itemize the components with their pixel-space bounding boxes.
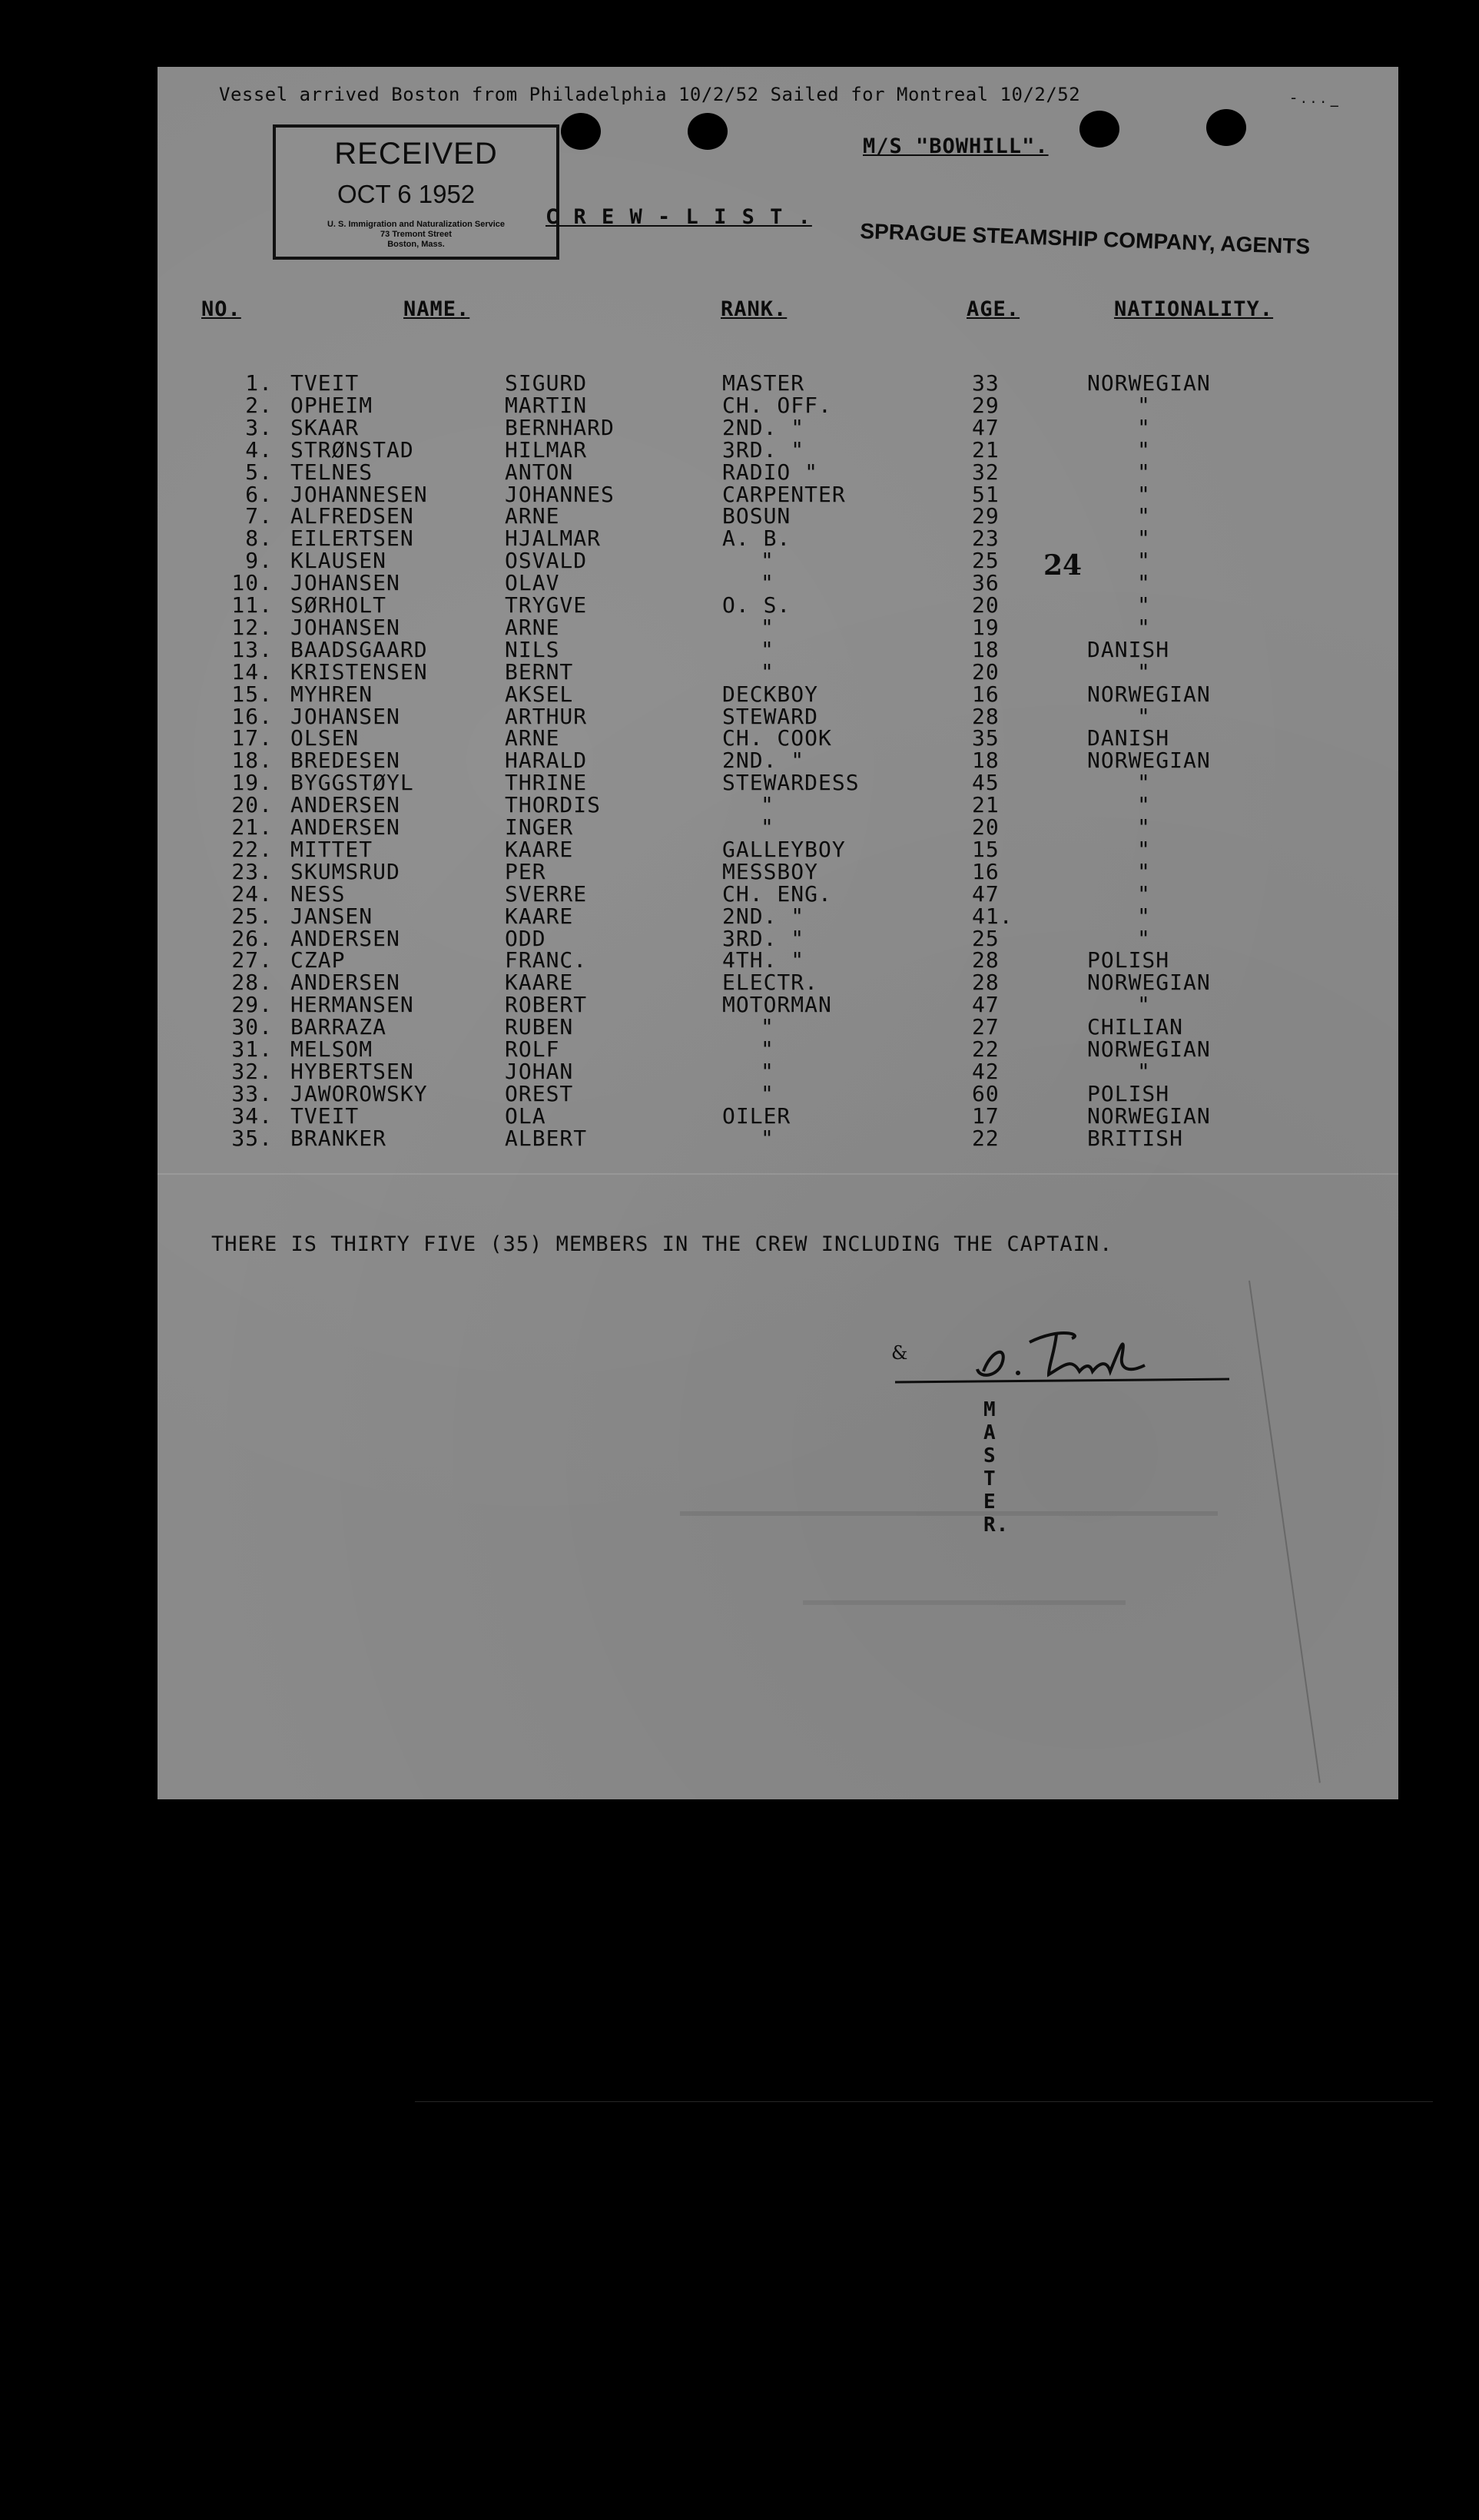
crew-nationality: "	[1137, 703, 1151, 729]
crew-row	[158, 482, 1387, 505]
punch-hole	[1206, 109, 1246, 146]
crew-surname: SKAAR	[290, 414, 360, 440]
crew-surname: BYGGSTØYL	[290, 770, 414, 796]
crew-first-name: OSVALD	[505, 548, 588, 574]
crew-rank: OILER	[722, 1102, 791, 1129]
crew-row	[158, 704, 1387, 727]
crew-number: 19.	[231, 770, 273, 796]
stamp-address	[276, 220, 556, 250]
crew-surname: SKUMSRUD	[290, 858, 400, 884]
crew-rank: "	[761, 792, 774, 818]
stamp-street: 73 Tremont Street	[380, 230, 452, 239]
crew-number: 6.	[245, 481, 273, 507]
crew-first-name: HARALD	[505, 748, 588, 774]
crew-rank: DECKBOY	[722, 681, 819, 707]
crew-nationality: "	[1137, 658, 1151, 685]
crew-age: 35	[972, 725, 1000, 751]
crew-rank: A. B.	[722, 526, 791, 552]
signature-prefix: &	[891, 1342, 908, 1364]
crew-table	[158, 370, 1387, 1169]
crew-number: 24.	[231, 880, 273, 907]
crew-age: 18	[972, 748, 1000, 774]
crew-surname: SØRHOLT	[290, 592, 387, 618]
column-header-nationality: NATIONALITY.	[1114, 297, 1274, 321]
crew-number: 12.	[231, 614, 273, 640]
crew-age: 47	[972, 880, 1000, 907]
crew-row	[158, 748, 1387, 774]
crew-number: 18.	[231, 748, 273, 774]
stamp-agency: U. S. Immigration and Naturalization Service	[327, 220, 506, 229]
crew-number: 21.	[231, 814, 273, 840]
crew-surname: OLSEN	[290, 725, 360, 751]
crew-rank: "	[761, 636, 774, 662]
crew-nationality: "	[1137, 1058, 1151, 1084]
crew-first-name: FRANC.	[505, 947, 588, 973]
crew-surname: JANSEN	[290, 903, 373, 929]
paper-crease	[1249, 1281, 1321, 1783]
crew-first-name: ROBERT	[505, 992, 588, 1018]
crew-age: 60	[972, 1080, 1000, 1106]
crew-surname: ALFREDSEN	[290, 503, 414, 529]
crew-row	[158, 837, 1387, 860]
crew-age: 20	[972, 592, 1000, 618]
crew-surname: JOHANSEN	[290, 614, 400, 640]
crew-number: 16.	[231, 703, 273, 729]
crew-row	[158, 526, 1387, 552]
crew-surname: TVEIT	[290, 1102, 360, 1129]
crew-surname: HERMANSEN	[290, 992, 414, 1018]
crew-rank: "	[761, 1125, 774, 1151]
crew-row	[158, 992, 1387, 1018]
crew-rank: "	[761, 1036, 774, 1062]
crew-first-name: ARNE	[505, 725, 560, 751]
crew-row	[158, 1081, 1387, 1104]
crew-age: 18	[972, 636, 1000, 662]
crew-age: 20	[972, 658, 1000, 685]
crew-nationality: NORWEGIAN	[1087, 681, 1211, 707]
crew-age: 15	[972, 836, 1000, 862]
crew-nationality: CHILIAN	[1087, 1014, 1184, 1040]
crew-age: 27	[972, 1014, 1000, 1040]
crew-row	[158, 548, 1387, 574]
crew-nationality: "	[1137, 503, 1151, 529]
crew-number: 3.	[245, 414, 273, 440]
crew-number: 11.	[231, 592, 273, 618]
crew-row	[158, 770, 1387, 796]
crew-rank: 2ND. "	[722, 748, 805, 774]
crew-first-name: TRYGVE	[505, 592, 588, 618]
crew-nationality: NORWEGIAN	[1087, 970, 1211, 996]
crew-age: 16	[972, 681, 1000, 707]
agents-stamp: SPRAGUE STEAMSHIP COMPANY, AGENTS	[859, 219, 1311, 259]
crew-rank: 4TH. "	[722, 947, 805, 973]
crew-row	[158, 880, 1387, 907]
crew-number: 27.	[231, 947, 273, 973]
crew-surname: BREDESEN	[290, 748, 400, 774]
crew-row	[158, 459, 1387, 485]
crew-rank: 3RD. "	[722, 436, 805, 463]
crew-nationality: "	[1137, 392, 1151, 418]
crew-age: 19	[972, 614, 1000, 640]
crew-first-name: ALBERT	[505, 1125, 588, 1151]
crew-age: 25	[972, 548, 1000, 574]
crew-row	[158, 570, 1387, 596]
crew-age: 36	[972, 570, 1000, 596]
crew-row	[158, 792, 1387, 818]
punch-hole	[688, 113, 728, 150]
crew-nationality: "	[1137, 836, 1151, 862]
crew-number: 17.	[231, 725, 273, 751]
crew-age: 29	[972, 503, 1000, 529]
crew-surname: KRISTENSEN	[290, 658, 428, 685]
crew-number: 30.	[231, 1014, 273, 1040]
crew-list-title: C R E W - L I S T .	[546, 205, 812, 229]
crew-row	[158, 393, 1387, 416]
crew-first-name: ANTON	[505, 459, 574, 485]
crew-number: 34.	[231, 1102, 273, 1129]
crew-row	[158, 370, 1387, 396]
crew-nationality: NORWEGIAN	[1087, 1036, 1211, 1062]
crew-age: 28	[972, 703, 1000, 729]
crew-number: 5.	[245, 459, 273, 485]
ship-name: M/S "BOWHILL".	[863, 134, 1049, 158]
crew-first-name: ARNE	[505, 503, 560, 529]
fold-line	[158, 1173, 1398, 1175]
crew-surname: JOHANNESEN	[290, 481, 428, 507]
crew-age: 29	[972, 392, 1000, 418]
crew-nationality: NORWEGIAN	[1087, 370, 1211, 396]
crew-number: 25.	[231, 903, 273, 929]
crew-first-name: RUBEN	[505, 1014, 574, 1040]
crew-number: 13.	[231, 636, 273, 662]
master-label: M A S T E R.	[983, 1398, 1010, 1537]
crew-first-name: SVERRE	[505, 880, 588, 907]
crew-rank: CARPENTER	[722, 481, 846, 507]
crew-age: 16	[972, 858, 1000, 884]
crew-rank: MASTER	[722, 370, 805, 396]
crew-rank: MOTORMAN	[722, 992, 832, 1018]
crew-row	[158, 592, 1387, 618]
crew-first-name: ARTHUR	[505, 703, 588, 729]
punch-hole	[1079, 111, 1119, 148]
crew-age: 42	[972, 1058, 1000, 1084]
crew-row	[158, 415, 1387, 438]
crew-age: 51	[972, 481, 1000, 507]
crew-surname: STRØNSTAD	[290, 436, 414, 463]
crew-first-name: BERNT	[505, 658, 574, 685]
crew-rank: BOSUN	[722, 503, 791, 529]
crew-nationality: "	[1137, 880, 1151, 907]
crew-row	[158, 904, 1387, 927]
signature	[891, 1311, 1237, 1396]
crew-rank: "	[761, 548, 774, 574]
crew-first-name: ROLF	[505, 1036, 560, 1062]
crew-number: 2.	[245, 392, 273, 418]
crew-surname: EILERTSEN	[290, 526, 414, 552]
crew-age: 17	[972, 1102, 1000, 1129]
crew-surname: BAADSGAARD	[290, 636, 428, 662]
crew-number: 32.	[231, 1058, 273, 1084]
crew-row	[158, 681, 1387, 705]
crew-nationality: DANISH	[1087, 725, 1170, 751]
crew-nationality: "	[1137, 992, 1151, 1018]
crew-row	[158, 1102, 1387, 1129]
received-stamp	[273, 124, 559, 260]
crew-age: 45	[972, 770, 1000, 796]
stamp-city: Boston, Mass.	[387, 240, 445, 249]
crew-row	[158, 859, 1387, 882]
crew-age: 28	[972, 970, 1000, 996]
crew-rank: CH. OFF.	[722, 392, 832, 418]
crew-nationality: "	[1137, 414, 1151, 440]
crew-nationality: POLISH	[1087, 947, 1170, 973]
crew-surname: KLAUSEN	[290, 548, 387, 574]
crew-nationality: "	[1137, 592, 1151, 618]
crew-row	[158, 615, 1387, 638]
crew-row	[158, 814, 1387, 840]
crew-age: 25	[972, 925, 1000, 951]
crew-surname: ANDERSEN	[290, 925, 400, 951]
crew-number: 29.	[231, 992, 273, 1018]
crew-surname: MYHREN	[290, 681, 373, 707]
crew-surname: NESS	[290, 880, 346, 907]
crew-nationality: "	[1137, 570, 1151, 596]
column-header-no: NO.	[201, 297, 241, 321]
crew-rank: RADIO "	[722, 459, 819, 485]
crew-first-name: ODD	[505, 925, 546, 951]
crew-nationality: "	[1137, 792, 1151, 818]
crew-number: 31.	[231, 1036, 273, 1062]
crew-surname: TVEIT	[290, 370, 360, 396]
crew-rank: "	[761, 1058, 774, 1084]
count-note: 24	[1043, 549, 1083, 582]
crew-surname: OPHEIM	[290, 392, 373, 418]
crew-first-name: KAARE	[505, 836, 574, 862]
crew-age: 21	[972, 436, 1000, 463]
crew-first-name: AKSEL	[505, 681, 574, 707]
crew-rank: CH. ENG.	[722, 880, 832, 907]
crew-row	[158, 503, 1387, 529]
crew-surname: ANDERSEN	[290, 792, 400, 818]
crew-first-name: KAARE	[505, 970, 574, 996]
crew-age: 47	[972, 414, 1000, 440]
crew-age: 22	[972, 1036, 1000, 1062]
crew-rank: "	[761, 570, 774, 596]
crew-first-name: BERNHARD	[505, 414, 615, 440]
crew-number: 4.	[245, 436, 273, 463]
crew-count-statement: THERE IS THIRTY FIVE (35) MEMBERS IN THE CREW INCLUDING THE CAPTAIN.	[211, 1232, 1113, 1256]
bleed-through-marks	[680, 1465, 1218, 1605]
crew-number: 22.	[231, 836, 273, 862]
crew-surname: HYBERTSEN	[290, 1058, 414, 1084]
crew-first-name: JOHAN	[505, 1058, 574, 1084]
crew-number: 26.	[231, 925, 273, 951]
punch-hole	[561, 113, 601, 150]
crew-row	[158, 637, 1387, 660]
crew-first-name: HJALMAR	[505, 526, 602, 552]
crew-row	[158, 970, 1387, 996]
crew-rank: "	[761, 1014, 774, 1040]
crew-row	[158, 1059, 1387, 1082]
column-header-age: AGE.	[967, 297, 1020, 321]
crew-nationality: "	[1137, 814, 1151, 840]
column-header-rank: RANK.	[721, 297, 788, 321]
crew-number: 1.	[245, 370, 273, 396]
crew-row	[158, 947, 1387, 973]
crew-first-name: THORDIS	[505, 792, 602, 818]
crew-first-name: THRINE	[505, 770, 588, 796]
crew-row	[158, 1126, 1387, 1149]
crew-age: 22	[972, 1125, 1000, 1151]
crew-first-name: KAARE	[505, 903, 574, 929]
crew-nationality: BRITISH	[1087, 1125, 1184, 1151]
crew-row	[158, 436, 1387, 463]
crew-nationality: NORWEGIAN	[1087, 1102, 1211, 1129]
crew-rank: STEWARD	[722, 703, 819, 729]
crew-first-name: ARNE	[505, 614, 560, 640]
crew-nationality: DANISH	[1087, 636, 1170, 662]
crew-rank: "	[761, 658, 774, 685]
crew-rank: "	[761, 814, 774, 840]
crew-first-name: SIGURD	[505, 370, 588, 396]
crew-age: 28	[972, 947, 1000, 973]
crew-rank: O. S.	[722, 592, 791, 618]
crew-surname: TELNES	[290, 459, 373, 485]
crew-age: 20	[972, 814, 1000, 840]
crew-nationality: "	[1137, 925, 1151, 951]
crew-row	[158, 725, 1387, 751]
crew-first-name: HILMAR	[505, 436, 588, 463]
stamp-date: OCT 6 1952	[337, 180, 476, 208]
column-header-name: NAME.	[403, 297, 470, 321]
crew-number: 20.	[231, 792, 273, 818]
crew-nationality: "	[1137, 614, 1151, 640]
crew-rank: 3RD. "	[722, 925, 805, 951]
stamp-title: RECEIVED	[334, 137, 498, 171]
crew-rank: 2ND. "	[722, 414, 805, 440]
crew-number: 28.	[231, 970, 273, 996]
crew-age: 33	[972, 370, 1000, 396]
crew-surname: BARRAZA	[290, 1014, 387, 1040]
crew-number: 8.	[245, 526, 273, 552]
vessel-arrival-line: Vessel arrived Boston from Philadelphia 10/2/52 Sailed for Montreal 10/2/52	[219, 84, 1081, 105]
background-scan-line	[415, 2101, 1433, 2102]
crew-first-name: OLAV	[505, 570, 560, 596]
crew-number: 10.	[231, 570, 273, 596]
crew-rank: CH. COOK	[722, 725, 832, 751]
crew-age: 47	[972, 992, 1000, 1018]
crew-nationality: "	[1137, 481, 1151, 507]
crew-number: 15.	[231, 681, 273, 707]
crew-rank: "	[761, 1080, 774, 1106]
corner-mark: - . . . _	[1291, 88, 1338, 107]
crew-number: 23.	[231, 858, 273, 884]
crew-first-name: PER	[505, 858, 546, 884]
crew-age: 21	[972, 792, 1000, 818]
crew-first-name: MARTIN	[505, 392, 588, 418]
crew-number: 9.	[245, 548, 273, 574]
crew-surname: JOHANSEN	[290, 570, 400, 596]
crew-rank: GALLEYBOY	[722, 836, 846, 862]
crew-list-document	[158, 67, 1398, 1799]
crew-nationality: POLISH	[1087, 1080, 1170, 1106]
crew-surname: JAWOROWSKY	[290, 1080, 428, 1106]
crew-age: 41.	[972, 903, 1013, 929]
crew-row	[158, 1036, 1387, 1062]
crew-surname: MELSOM	[290, 1036, 373, 1062]
crew-age: 32	[972, 459, 1000, 485]
crew-nationality: "	[1137, 436, 1151, 463]
crew-number: 35.	[231, 1125, 273, 1151]
crew-nationality: "	[1137, 526, 1151, 552]
crew-first-name: OREST	[505, 1080, 574, 1106]
crew-first-name: OLA	[505, 1102, 546, 1129]
crew-row	[158, 926, 1387, 949]
crew-nationality: "	[1137, 858, 1151, 884]
crew-rank: ELECTR.	[722, 970, 819, 996]
crew-surname: MITTET	[290, 836, 373, 862]
crew-nationality: "	[1137, 459, 1151, 485]
crew-first-name: INGER	[505, 814, 574, 840]
crew-nationality: "	[1137, 770, 1151, 796]
crew-surname: CZAP	[290, 947, 346, 973]
crew-rank: STEWARDESS	[722, 770, 860, 796]
crew-surname: ANDERSEN	[290, 970, 400, 996]
crew-rank: "	[761, 614, 774, 640]
crew-number: 7.	[245, 503, 273, 529]
crew-nationality: NORWEGIAN	[1087, 748, 1211, 774]
crew-number: 14.	[231, 658, 273, 685]
crew-row	[158, 658, 1387, 685]
crew-row	[158, 1014, 1387, 1040]
crew-surname: ANDERSEN	[290, 814, 400, 840]
crew-surname: JOHANSEN	[290, 703, 400, 729]
crew-nationality: "	[1137, 903, 1151, 929]
crew-number: 33.	[231, 1080, 273, 1106]
crew-rank: 2ND. "	[722, 903, 805, 929]
crew-nationality: "	[1137, 548, 1151, 574]
crew-surname: BRANKER	[290, 1125, 387, 1151]
crew-first-name: NILS	[505, 636, 560, 662]
crew-first-name: JOHANNES	[505, 481, 615, 507]
crew-rank: MESSBOY	[722, 858, 819, 884]
crew-age: 23	[972, 526, 1000, 552]
